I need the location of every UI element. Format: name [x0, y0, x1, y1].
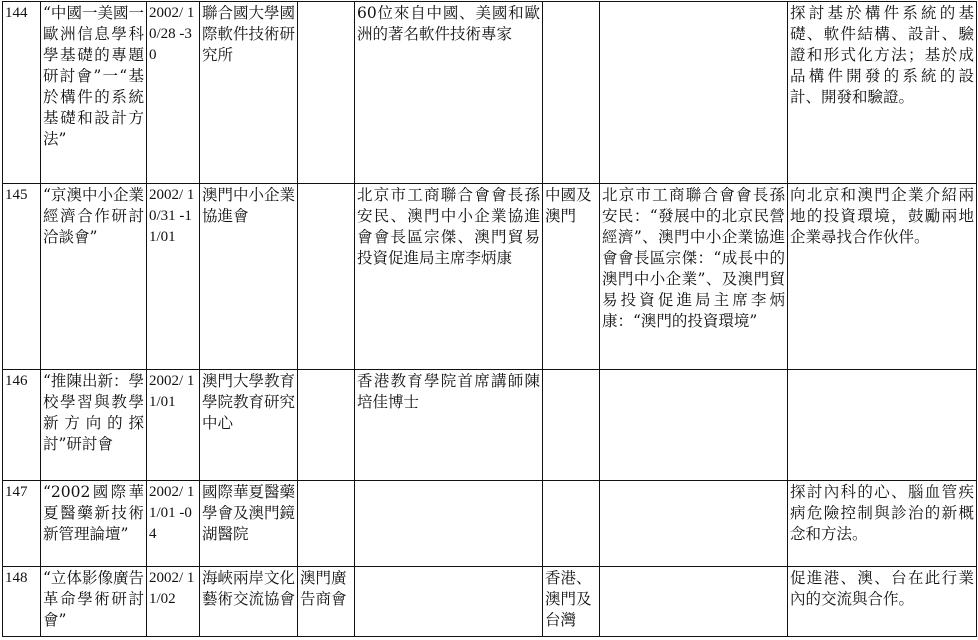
- purpose: 向北京和澳門企業介紹兩地的投資環境，鼓勵兩地企業尋找合作伙伴。: [788, 184, 977, 370]
- purpose: 促進港、澳、台在此行業內的交流與合作。: [788, 567, 977, 637]
- participants: [355, 567, 543, 637]
- event-date: 2002/ 11/01: [147, 370, 200, 481]
- purpose: 探討基於構件系統的基礎、軟件結構、設計、驗證和形式化方法；基於成品構件開發的系統的設計、開發和驗證。: [788, 2, 977, 184]
- events-table: [2, 1, 977, 637]
- event-name: “立体影像廣告革命學術研討會”: [41, 567, 147, 637]
- row-number: 144: [3, 2, 41, 184]
- row-number: 145: [3, 184, 41, 370]
- co-organizer: 澳門廣告商會: [298, 567, 355, 637]
- organizer: 海峽兩岸文化藝術交流協會: [200, 567, 298, 637]
- organizer: 澳門大學教育學院教育研究中心: [200, 370, 298, 481]
- participants: 北京市工商聯合會會長孫安民、澳門中小企業協進會會長區宗傑、澳門貿易投資促進局主席李炳康: [355, 184, 543, 370]
- speakers: [600, 481, 788, 567]
- event-date: 2002/ 10/28 -30: [147, 2, 200, 184]
- participants: 香港教育學院首席講師陳培佳博士: [355, 370, 543, 481]
- purpose: [788, 370, 977, 481]
- event-name: “京澳中小企業經濟合作研討洽談會”: [41, 184, 147, 370]
- table-row: [3, 567, 977, 637]
- organizer: 國際華夏醫藥學會及澳門鏡湖醫院: [200, 481, 298, 567]
- venue: 中國及澳門: [543, 184, 600, 370]
- table-row: [3, 370, 977, 481]
- organizer: 聯合國大學國際軟件技術研究所: [200, 2, 298, 184]
- speakers: [600, 370, 788, 481]
- organizer: 澳門中小企業協進會: [200, 184, 298, 370]
- participants: [355, 481, 543, 567]
- purpose: 探討內科的心、腦血管疾病危險控制與診治的新概念和方法。: [788, 481, 977, 567]
- participants: 60位來自中國、美國和歐洲的著名軟件技術專家: [355, 2, 543, 184]
- venue: [543, 481, 600, 567]
- venue: [543, 370, 600, 481]
- table-row: [3, 481, 977, 567]
- event-date: 2002/ 10/31 -11/01: [147, 184, 200, 370]
- speakers: [600, 2, 788, 184]
- event-name: “2002國際華夏醫藥新技術新管理論壇”: [41, 481, 147, 567]
- table-row: [3, 2, 977, 184]
- co-organizer: [298, 370, 355, 481]
- co-organizer: [298, 184, 355, 370]
- co-organizer: [298, 2, 355, 184]
- event-date: 2002/ 11/01 -04: [147, 481, 200, 567]
- row-number: 146: [3, 370, 41, 481]
- table-row: [3, 184, 977, 370]
- co-organizer: [298, 481, 355, 567]
- venue: [543, 2, 600, 184]
- event-name: “推陳出新：學校學習與教學新方向的探討”研討會: [41, 370, 147, 481]
- row-number: 148: [3, 567, 41, 637]
- row-number: 147: [3, 481, 41, 567]
- speakers: 北京市工商聯合會會長孫安民：“發展中的北京民營經濟”、澳門中小企業協進會會長區宗傑：“成長中的澳門中小企業”、及澳門貿易投資促進局主席李炳康：“澳門的投資環境”: [600, 184, 788, 370]
- venue: 香港、澳門及台灣: [543, 567, 600, 637]
- event-name: “中國一美國一歐洲信息學科學基礎的專題研討會”一“基於構件的系統基礎和設計方法”: [41, 2, 147, 184]
- speakers: [600, 567, 788, 637]
- event-date: 2002/ 11/02: [147, 567, 200, 637]
